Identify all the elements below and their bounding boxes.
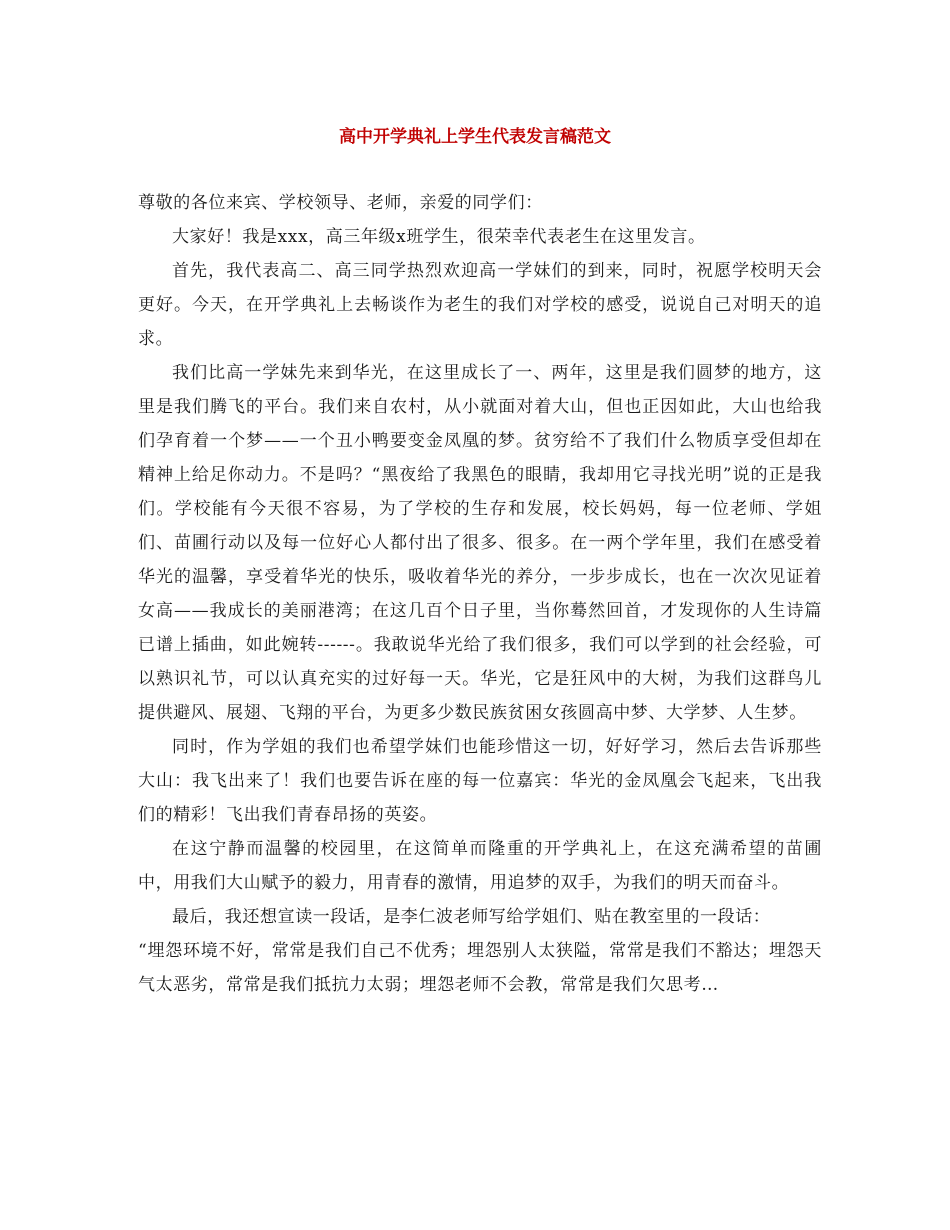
paragraph-hope: 同时，作为学姐的我们也希望学妹们也能珍惜这一切，好好学习，然后去告诉那些大山：我飞出来了！我们也要告诉在座的每一位嘉宾：华光的金凤凰会飞起来，飞出我们的精彩！飞出我们青春昂扬的英姿。	[138, 737, 822, 825]
paragraph-quote: “埋怨环境不好，常常是我们自己不优秀；埋怨别人太狭隘，常常是我们不豁达；埋怨天气太恶劣，常常是我们抵抗力太弱；埋怨老师不会教，常常是我们欠思考…	[138, 941, 822, 995]
paragraph-huaguang: 我们比高一学妹先来到华光，在这里成长了一、两年，这里是我们圆梦的地方，这里是我们腾飞的平台。我们来自农村，从小就面对着大山，但也正因如此，大山也给我们孕育着一个梦——一个丑小鸭要变金凤凰的梦。贫穷给不了我们什么物质享受但却在精神上给足你动力。不是吗？“黑夜给了我黑色的眼睛，我却用它寻找光明”说的正是我们。学校能有今天很不容易，为了学校的生存和发展，校长妈妈，每一位老师、学姐们、苗圃行动以及每一位好心人都付出了很多、很多。在一两个学年里，我们在感受着华光的温馨，享受着华光的快乐，吸收着华光的养分，一步步成长，也在一次次见证着女高——我成长的美丽港湾；在这几百个日子里，当你蓦然回首，才发现你的人生诗篇已谱上插曲，如此婉转------。我敢说华光给了我们很多，我们可以学到的社会经验，可以熟识礼节，可以认真充实的过好每一天。华光，它是狂风中的大树，为我们这群鸟儿提供避风、展翅、飞翔的平台，为更多少数民族贫困女孩圆高中梦、大学梦、人生梦。	[138, 363, 822, 723]
paragraph-greeting: 大家好！我是xxx，高三年级x班学生，很荣幸代表老生在这里发言。	[172, 227, 706, 247]
paragraph-welcome: 首先，我代表高二、高三同学热烈欢迎高一学妹们的到来，同时，祝愿学校明天会更好。今天，在开学典礼上去畅谈作为老生的我们对学校的感受，说说自己对明天的追求。	[138, 261, 822, 349]
paragraph-closing-intro: 最后，我还想宣读一段话，是李仁波老师写给学姐们、贴在教室里的一段话：	[172, 907, 771, 927]
document-title: 高中开学典礼上学生代表发言稿范文	[339, 127, 611, 147]
salutation: 尊敬的各位来宾、学校领导、老师，亲爱的同学们：	[138, 193, 543, 213]
paragraph-campus: 在这宁静而温馨的校园里，在这简单而隆重的开学典礼上，在这充满希望的苗圃中，用我们大山赋予的毅力，用青春的激情，用追梦的双手，为我们的明天而奋斗。	[138, 839, 822, 893]
document-body	[138, 186, 822, 1002]
